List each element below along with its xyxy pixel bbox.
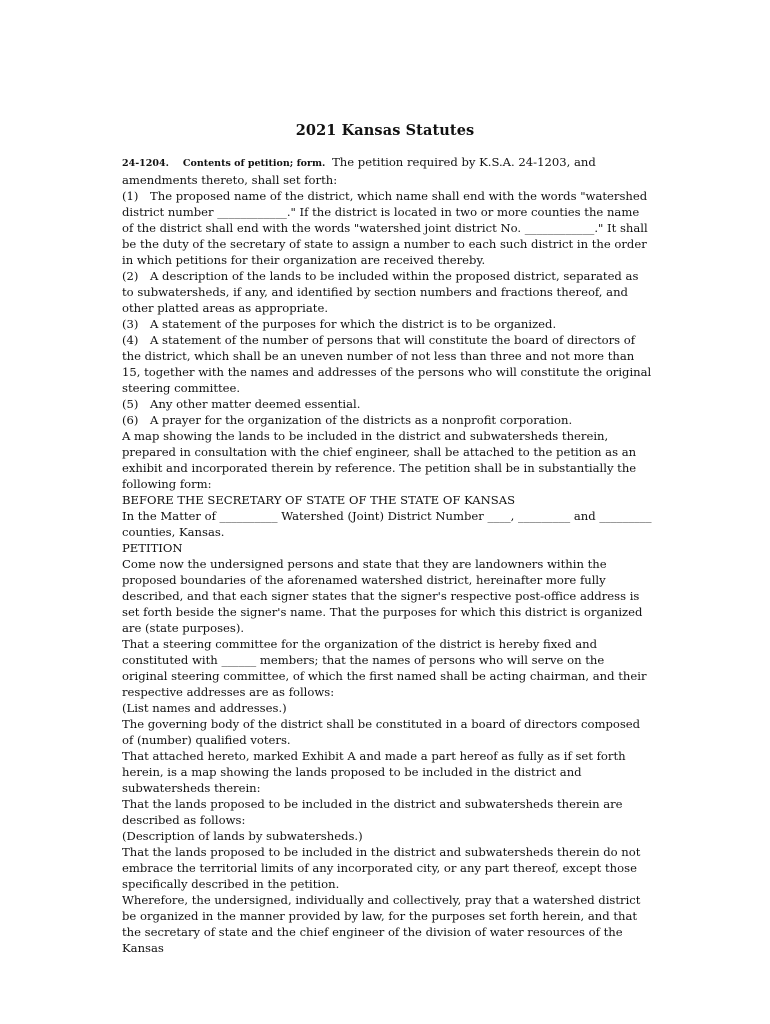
- section-heading: Contents of petition; form.: [182, 158, 326, 169]
- paragraph: That a steering committee for the organization of the district is hereby fixed and constituted with ______ members; that the names of persons who will serve on the original steering committee, of which the first named shall be acting chairman, and their respective addresses are as follows:: [122, 637, 647, 699]
- paragraph: That the lands proposed to be included in the district and subwatersheds therein are described as follows:: [122, 797, 623, 827]
- item-number: (1): [122, 189, 139, 203]
- section-number: 24-1204.: [122, 158, 169, 169]
- paragraph: The governing body of the district shall be constituted in a board of directors composed of (number) qualified voters.: [122, 717, 641, 747]
- list-item: [122, 396, 652, 412]
- item-text: A description of the lands to be included within the proposed district, separated as to subwatersheds, if any, and identified by section numbers and fractions thereof, and other platted areas as appropriate.: [122, 269, 639, 315]
- paragraph: (Description of lands by subwatersheds.): [122, 829, 363, 843]
- list-item: [122, 188, 652, 268]
- section-intro-text: The petition required by K.S.A. 24-1203, and amendments thereto, shall set forth:: [122, 155, 596, 187]
- item-text: The proposed name of the district, which name shall end with the words "watershed district number ____________." If the district is located in two or more counties the name of the district shall end with the words "watershed joint district No. ____________." It shall be the duty of the secretary of state to assign a number to each such district in the order in which petitions for their organization are received thereby.: [122, 189, 648, 267]
- item-number: (2): [122, 269, 139, 283]
- item-text: A statement of the purposes for which the district is to be organized.: [150, 317, 557, 331]
- petition-heading: PETITION: [122, 541, 183, 555]
- form-heading: BEFORE THE SECRETARY OF STATE OF THE STATE OF KANSAS: [122, 493, 516, 507]
- statute-body: [122, 154, 652, 956]
- item-text: A prayer for the organization of the districts as a nonprofit corporation.: [150, 413, 573, 427]
- item-number: (6): [122, 413, 139, 427]
- paragraph: Come now the undersigned persons and state that they are landowners within the proposed boundaries of the aforenamed watershed district, hereinafter more fully described, and that each signer states that the signer's respective post-office address is set forth beside the signer's name. That the purposes for which this district is organized are (state purposes).: [122, 557, 643, 635]
- paragraph: (List names and addresses.): [122, 701, 287, 715]
- paragraph: Wherefore, the undersigned, individually and collectively, pray that a watershed district be organized in the manner provided by law, for the purposes set forth herein, and that the secretary of state and the chief engineer of the division of water resources of the Kansas: [122, 893, 641, 955]
- paragraph: That the lands proposed to be included in the district and subwatersheds therein do not embrace the territorial limits of any incorporated city, or any part thereof, except those specifically described in the petition.: [122, 845, 641, 891]
- paragraph: In the Matter of __________ Watershed (Joint) District Number ____, _________ and _________ counties, Kansas.: [122, 509, 652, 539]
- list-item: [122, 316, 652, 332]
- section-intro: [122, 154, 652, 188]
- item-number: (3): [122, 317, 139, 331]
- list-item: [122, 268, 652, 316]
- paragraph: That attached hereto, marked Exhibit A and made a part hereof as fully as if set forth herein, is a map showing the lands proposed to be included in the district and subwatersheds therein:: [122, 749, 626, 795]
- page-title: 2021 Kansas Statutes: [295, 122, 475, 139]
- item-text: Any other matter deemed essential.: [150, 397, 361, 411]
- paragraph: A map showing the lands to be included in the district and subwatersheds therein, prepared in consultation with the chief engineer, shall be attached to the petition as an exhibit and incorporated therein by reference. The petition shall be in substantially the following form:: [122, 429, 637, 491]
- item-number: (5): [122, 397, 139, 411]
- item-text: A statement of the number of persons that will constitute the board of directors of the district, which shall be an uneven number of not less than three and not more than 15, together with the names and addresses of the persons who will constitute the original steering committee.: [122, 333, 652, 395]
- item-number: (4): [122, 333, 139, 347]
- list-item: [122, 412, 652, 428]
- list-item: [122, 332, 652, 396]
